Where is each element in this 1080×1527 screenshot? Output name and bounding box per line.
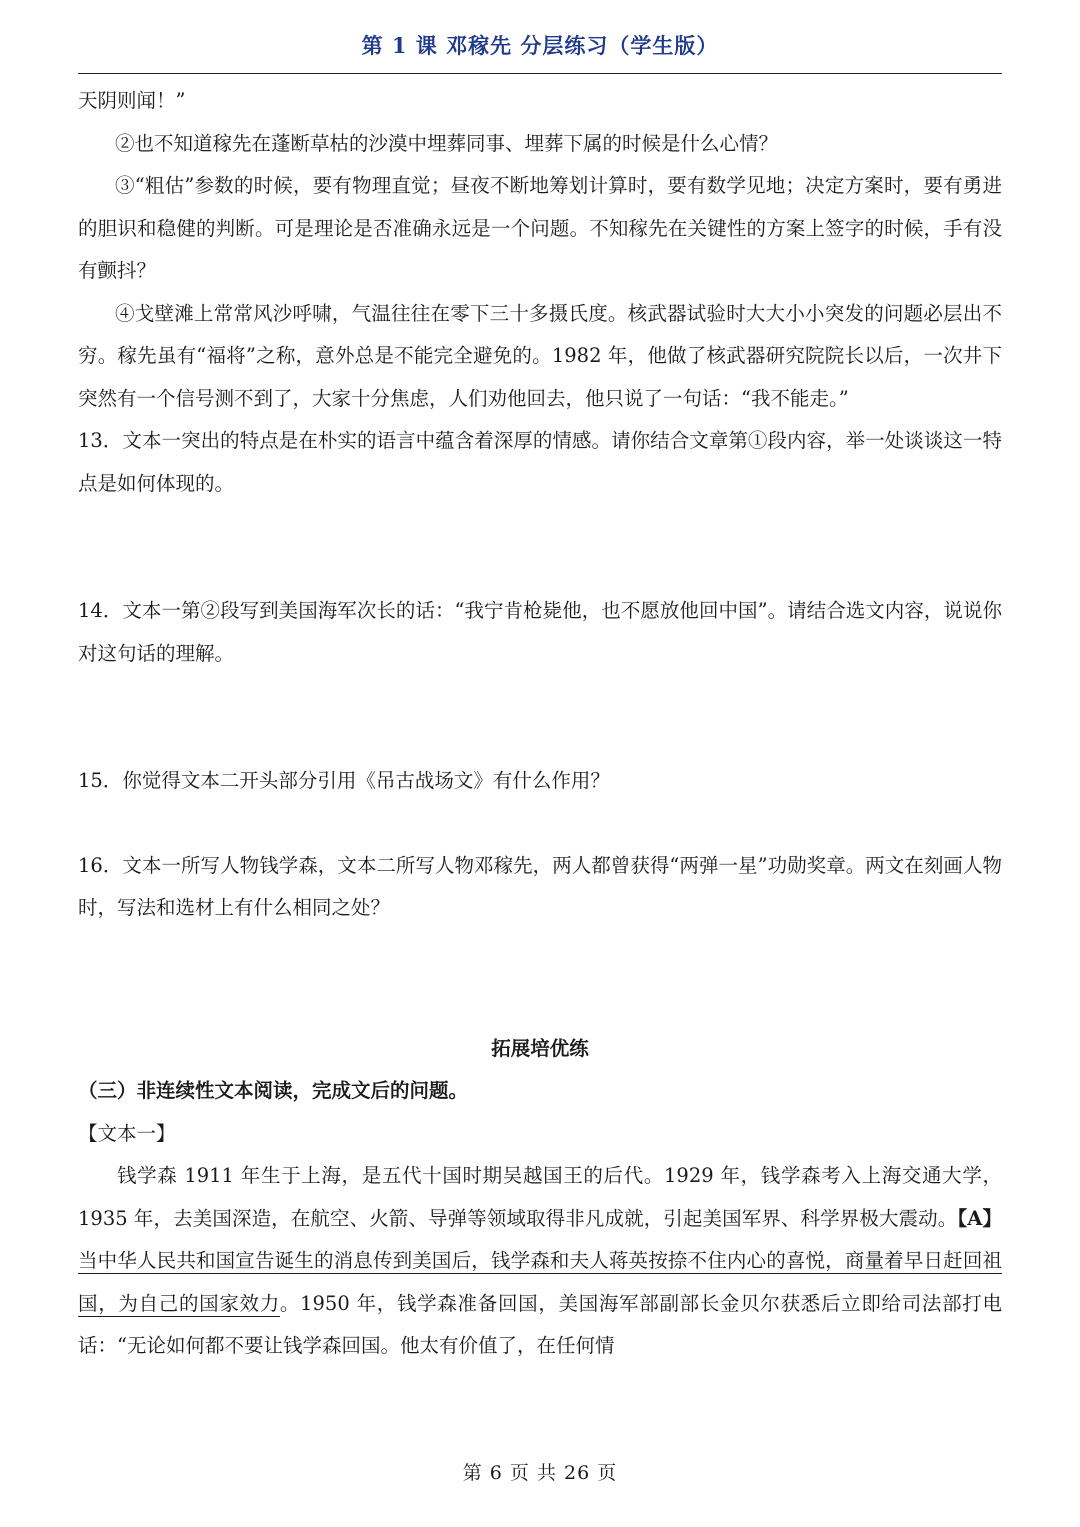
page-header-title: 第 1 课 邓稼先 分层练习（学生版）: [361, 33, 719, 58]
answer-space-15[interactable]: [78, 803, 1002, 845]
question-15: 15．你觉得文本二开头部分引用《吊古战场文》有什么作用？: [78, 769, 610, 792]
paragraph-4: ④戈壁滩上常常风沙呼啸，气温往往在零下三十多摄氏度。核武器试验时大大小小突发的问题必层出不穷。稼先虽有“福将”之称，意外总是不能完全避免的。1982 年，他做了核武器研究院院长以后，一次井下突然有一个信号测不到了，大家十分焦虑，人们劝他回去，他只说了一句话：“我不能走。”: [78, 301, 1002, 410]
document-body: [78, 80, 1002, 1368]
answer-space-13[interactable]: [78, 505, 1002, 590]
question-16: 16．文本一所写人物钱学森，文本二所写人物邓稼先，两人都曾获得“两弹一星”功勋奖章。两文在刻画人物时，写法和选材上有什么相同之处？: [78, 853, 1002, 919]
question-13: 13．文本一突出的特点是在朴实的语言中蕴含着深厚的情感。请你结合文章第①段内容，举一处谈谈这一特点是如何体现的。: [78, 429, 1002, 495]
passage-start: 钱学森 1911 年生于上海，是五代十国时期吴越国王的后代。1929 年，钱学森考入上海交通大学，1935 年，去美国深造，在航空、火箭、导弹等领域取得非凡成就，引起美国军界、科学界极大震动。: [78, 1164, 1002, 1230]
text1-label: 【文本一】: [78, 1121, 176, 1145]
header-divider: [78, 73, 1002, 74]
paragraph-continuation: 天阴则闻！”: [78, 89, 186, 112]
passage-end: 。1950 年，钱学森准备回国，美国海军部副部长金贝尔获悉后立即给司法部打电话：“无论如何都不要让钱学森回国。他太有价值了，在任何情: [78, 1291, 1002, 1357]
paragraph-2: ②也不知道稼先在蓬断草枯的沙漠中埋葬同事、埋葬下属的时候是什么心情？: [115, 131, 779, 155]
underlined-sentence: 当中华人民共和国宣告诞生的消息传到美国后，钱学森和夫人蒋英按捺不住内心的喜悦，商量着早日赶回祖国，为自己的国家效力: [78, 1249, 1002, 1315]
section-subtitle: （三）非连续性文本阅读，完成文后的问题。: [78, 1079, 469, 1102]
mark-a: 【A】: [957, 1206, 1002, 1230]
question-14: 14．文本一第②段写到美国海军次长的话：“我宁肯枪毙他，也不愿放他回中国”。请结合选文内容，说说你对这句话的理解。: [78, 599, 1002, 665]
page-number: 第 6 页 共 26 页: [462, 1462, 618, 1484]
section-title: 拓展培优练: [491, 1036, 589, 1060]
text1-passage: [78, 1155, 1002, 1368]
answer-space-16[interactable]: [78, 930, 1002, 1028]
paragraph-3: ③“粗估”参数的时候，要有物理直觉；昼夜不断地筹划计算时，要有数学见地；决定方案时，要有勇进的胆识和稳健的判断。可是理论是否准确永远是一个问题。不知稼先在关键性的方案上签字的时候，手有没有颤抖？: [78, 174, 1002, 282]
answer-space-14[interactable]: [78, 675, 1002, 760]
